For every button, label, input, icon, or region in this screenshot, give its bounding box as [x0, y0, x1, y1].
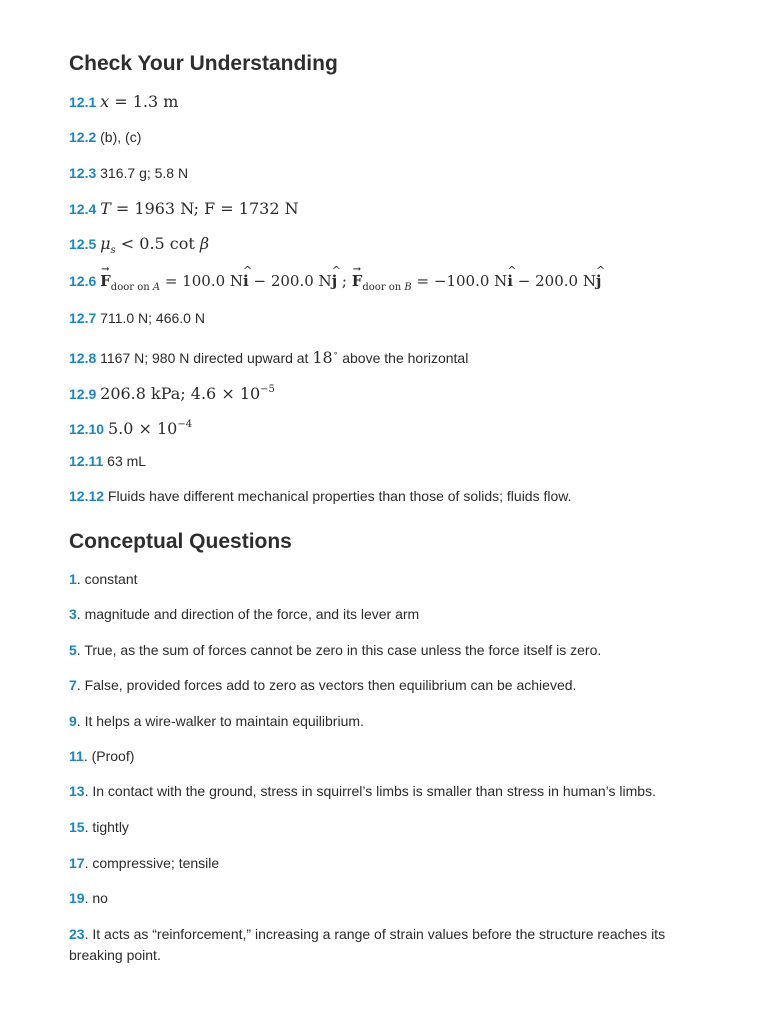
answer-12-10: 12.10 $5.0 \times 10^{-4}$ [69, 419, 193, 438]
question-number[interactable]: 7 [69, 677, 77, 693]
answer-number[interactable]: 12.8 [69, 350, 97, 366]
answer-12-8: 12.8 1167 N; 980 N directed upward at 18∘ above the horizontal [69, 348, 469, 367]
question-number[interactable]: 9 [69, 713, 77, 729]
answer-number[interactable]: 12.2 [69, 129, 97, 145]
answer-number[interactable]: 12.11 [69, 453, 104, 469]
answer-number[interactable]: 12.5 [69, 236, 97, 252]
conceptual-answer: 9. It helps a wire-walker to maintain equilibrium. [69, 713, 364, 729]
conceptual-heading: Conceptual Questions [69, 530, 292, 553]
conceptual-answer: 15. tightly [69, 819, 129, 835]
answer-12-9: 12.9 206.8 kPa; $4.6 \times 10^{-5}$ [69, 384, 275, 403]
question-number[interactable]: 13 [69, 783, 85, 799]
answer-number[interactable]: 12.3 [69, 165, 97, 181]
conceptual-answer: 13. In contact with the ground, stress in squirrel’s limbs is smaller than stress in human’s limbs. [69, 783, 656, 799]
question-number[interactable]: 3 [69, 606, 77, 622]
answer-12-4: 12.4 T = 1963 N; F = 1732 N [69, 199, 299, 218]
conceptual-answer: 3. magnitude and direction of the force, and its lever arm [69, 606, 420, 622]
unit-vector-j: j ^ [332, 271, 337, 292]
question-number[interactable]: 5 [69, 642, 77, 658]
answer-number[interactable]: 12.4 [69, 201, 97, 217]
answer-number[interactable]: 12.7 [69, 310, 97, 326]
unit-vector-i: i ^ [243, 271, 249, 292]
force-vector: F → [100, 271, 111, 292]
question-number[interactable]: 1 [69, 571, 77, 587]
answer-12-11: 12.11 63 mL [69, 453, 147, 469]
answer-12-2: 12.2 (b), (c) [69, 129, 142, 145]
answer-12-1: 12.1 x = 1.3 m [69, 92, 179, 111]
unit-vector-j: j ^ [596, 271, 601, 292]
answer-12-5: 12.5 $\mu_s < 0.5$ cot β [69, 234, 210, 256]
question-number[interactable]: 15 [69, 819, 85, 835]
answer-number[interactable]: 12.9 [69, 386, 97, 402]
conceptual-answer: 23. It acts as “reinforcement,” increasing a range of strain values before the structure reaches its breaking point. [69, 926, 666, 963]
answer-number[interactable]: 12.1 [69, 94, 97, 110]
answer-number[interactable]: 12.10 [69, 421, 105, 437]
question-number[interactable]: 19 [69, 890, 85, 906]
answer-12-12: 12.12 Fluids have different mechanical properties than those of solids; fluids flow. [69, 488, 572, 504]
check-heading: Check Your Understanding [69, 52, 338, 75]
conceptual-answer: 7. False, provided forces add to zero as vectors then equilibrium can be achieved. [69, 677, 577, 693]
answer-12-7: 12.7 711.0 N; 466.0 N [69, 310, 205, 326]
answer-number[interactable]: 12.12 [69, 488, 105, 504]
force-vector: F → [352, 271, 363, 292]
answer-number[interactable]: 12.6 [69, 273, 97, 289]
conceptual-answer: 19. no [69, 890, 108, 906]
conceptual-answer: 11. (Proof) [69, 748, 135, 764]
conceptual-answer: 5. True, as the sum of forces cannot be zero in this case unless the force itself is zero. [69, 642, 602, 658]
question-number[interactable]: 23 [69, 926, 85, 942]
question-number[interactable]: 11 [69, 748, 84, 764]
answer-12-3: 12.3 316.7 g; 5.8 N [69, 165, 189, 181]
question-number[interactable]: 17 [69, 855, 85, 871]
conceptual-answer: 17. compressive; tensile [69, 855, 220, 871]
answer-12-6: 12.6 $F \to_{door on A} = 100.0$ Ni ^ − 200.0 Nj ^ ; $F \to_{door on B} = -100.0$ Ni ^ − 200.0 Nj ^ [69, 271, 708, 298]
conceptual-answer: 1. constant [69, 571, 138, 587]
unit-vector-i: i ^ [507, 271, 513, 292]
